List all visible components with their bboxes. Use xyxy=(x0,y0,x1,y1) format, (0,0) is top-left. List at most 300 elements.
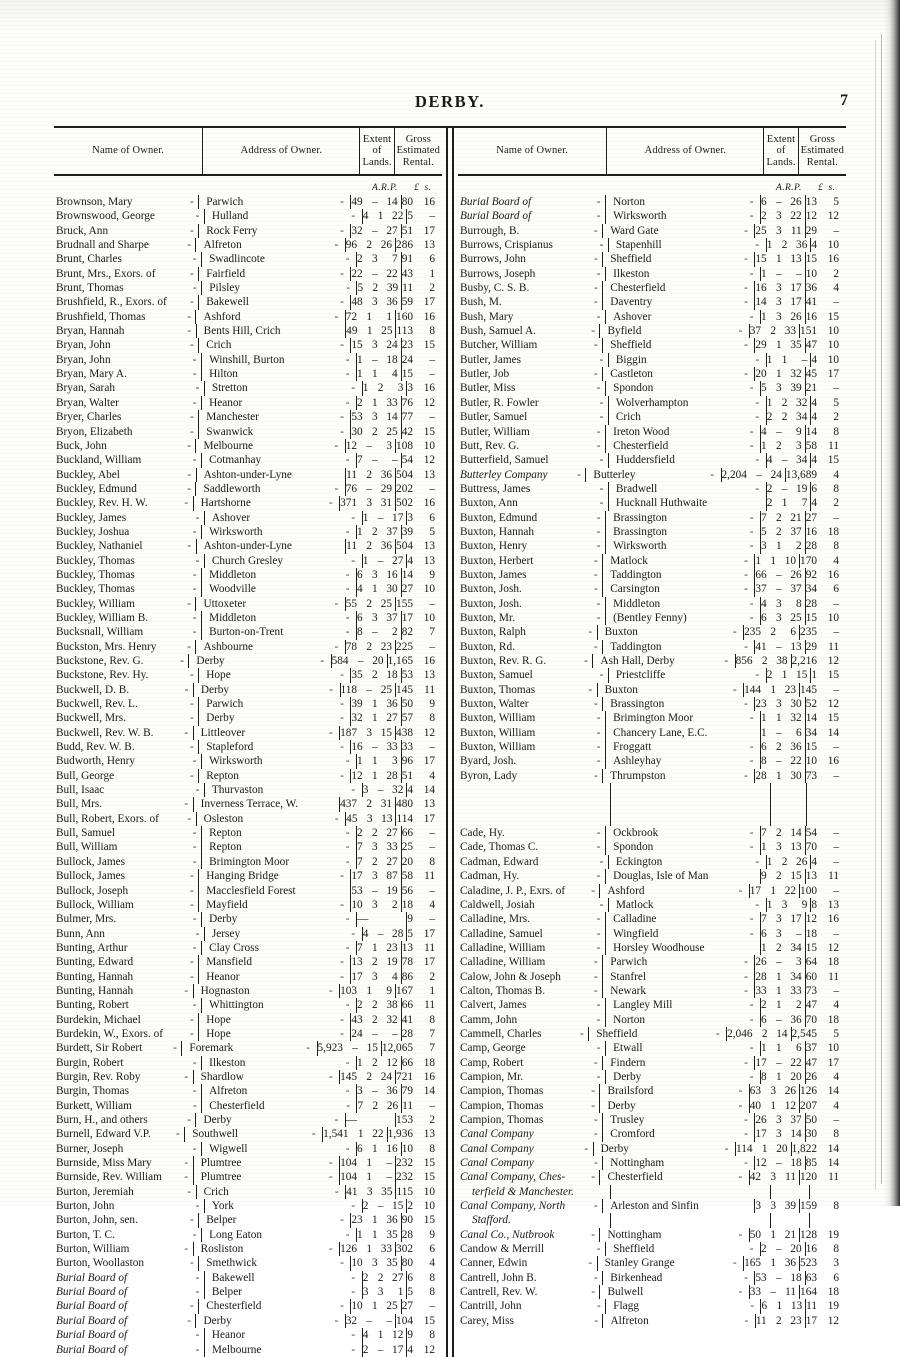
name-leader-dash: - xyxy=(192,454,198,467)
extent-perches: 30 xyxy=(790,698,802,711)
extent-of-lands-cell xyxy=(340,683,396,697)
extent-roods: 3 xyxy=(372,970,378,983)
extent-roods: 2 xyxy=(776,1314,782,1327)
extent-perches: 14 xyxy=(386,411,398,424)
extent-perches: 18 xyxy=(386,353,398,366)
owner-address-cell xyxy=(605,1242,760,1256)
address-leader-dash: - xyxy=(328,984,334,997)
table-row xyxy=(458,625,846,639)
owner-name-cell xyxy=(458,769,602,783)
extent-acres: 41 xyxy=(755,640,767,653)
rental-shillings: – xyxy=(833,511,839,524)
owner-name: Buxton, Mr. xyxy=(460,611,515,624)
owner-name: Buckley, Rev. H. W. xyxy=(56,497,148,510)
rental-shillings: – xyxy=(833,841,839,854)
owner-name-cell xyxy=(458,840,605,854)
rental-pounds: 70 xyxy=(805,841,817,854)
rental-pounds: 12 xyxy=(805,913,817,926)
extent-of-lands-cell xyxy=(726,1027,790,1041)
extent-perches: 3 xyxy=(796,439,802,452)
extent-of-lands-cell xyxy=(754,1113,804,1127)
owner-address: Ashton-under-Lyne xyxy=(203,540,292,553)
rental-pounds: 33 xyxy=(401,741,413,754)
extent-perches: 15 xyxy=(380,726,393,739)
rental-shillings: 11 xyxy=(828,870,839,883)
gross-estimated-rental-cell xyxy=(810,353,846,367)
table-row xyxy=(54,1213,442,1227)
owner-address: Castleton xyxy=(610,368,653,381)
address-leader-dash: - xyxy=(749,425,755,438)
owner-address-cell xyxy=(198,668,350,682)
gross-estimated-rental-cell xyxy=(805,611,846,625)
extent-perches: 15 xyxy=(392,1200,404,1213)
rental-pounds: 54 xyxy=(805,827,817,840)
name-leader-dash: - xyxy=(189,1013,195,1026)
extent-perches: 35 xyxy=(386,1257,398,1270)
rental-pounds: 47 xyxy=(805,999,817,1012)
extent-roods: – xyxy=(781,454,788,467)
extent-perches: 36 xyxy=(790,741,802,754)
extent-roods: 3 xyxy=(372,568,378,581)
extent-of-lands-cell xyxy=(754,1199,799,1213)
owner-address: Wirksworth xyxy=(613,210,667,223)
extent-acres: 53 xyxy=(351,411,363,424)
table-row xyxy=(54,410,442,424)
address-leader-dash: - xyxy=(744,640,749,653)
extent-of-lands-cell xyxy=(356,625,401,639)
rental-shillings: – xyxy=(833,1114,839,1126)
rental-pounds: 10 xyxy=(401,1142,413,1155)
owner-name-cell xyxy=(54,1170,193,1184)
name-leader-dash: - xyxy=(596,1013,602,1026)
rental-pounds: 11 xyxy=(402,1099,413,1112)
owner-name: Calvert, James xyxy=(460,999,527,1012)
gross-estimated-rental-cell xyxy=(401,281,442,295)
header-rental-line1-right: Gross xyxy=(809,133,835,145)
name-leader-dash: - xyxy=(195,927,200,940)
rental-pounds: 286 xyxy=(396,239,413,252)
table-row xyxy=(458,1271,846,1285)
rental-pounds: 232 xyxy=(396,1171,413,1184)
owner-name-cell xyxy=(458,209,605,223)
rental-shillings: 4 xyxy=(833,282,839,295)
rental-shillings: 10 xyxy=(423,1185,435,1198)
extent-of-lands-cell xyxy=(754,281,804,295)
owner-address-cell xyxy=(201,941,356,955)
owner-address: Matlock xyxy=(615,898,654,911)
owner-address-cell xyxy=(196,468,346,482)
address-leader-dash: - xyxy=(340,1300,345,1313)
extent-perches: 39 xyxy=(386,282,399,295)
extent-of-lands-cell xyxy=(356,1228,401,1242)
owner-address: Middleton xyxy=(613,597,661,610)
owner-name-cell xyxy=(54,726,193,740)
extent-of-lands-cell xyxy=(339,797,395,811)
extent-perches xyxy=(786,1185,806,1199)
owner-name-cell xyxy=(458,1170,599,1184)
extent-acres: 55 xyxy=(345,597,358,610)
owner-name-cell xyxy=(54,912,201,926)
owner-name-cell xyxy=(458,1127,602,1141)
extent-acres: 1 xyxy=(357,1228,363,1241)
extent-of-lands-cell xyxy=(345,310,395,324)
address-leader-dash: - xyxy=(744,368,749,381)
owner-address-cell xyxy=(605,381,760,395)
unit-acres: A. xyxy=(372,183,381,193)
table-row xyxy=(54,927,442,941)
name-leader-dash: - xyxy=(184,984,189,997)
owner-address-cell xyxy=(602,1156,754,1170)
name-leader-dash: - xyxy=(192,999,198,1012)
table-row xyxy=(54,955,442,969)
owner-name-cell xyxy=(458,683,597,697)
extent-of-lands-cell xyxy=(362,1328,407,1342)
name-leader-dash: - xyxy=(596,870,602,883)
extent-roods: 1 xyxy=(366,1243,373,1256)
table-row xyxy=(54,1099,442,1113)
extent-acres: 6 xyxy=(761,1300,768,1313)
extent-acres: 16 xyxy=(351,741,363,754)
owner-address: Mansfield xyxy=(206,956,253,969)
gross-estimated-rental-cell xyxy=(395,324,442,338)
header-address-of-owner: Address of Owner. xyxy=(203,128,360,174)
owner-address: Butterley xyxy=(593,468,636,481)
extent-perches: 13 xyxy=(381,812,393,825)
extent-of-lands-cell xyxy=(345,439,395,453)
gross-estimated-rental-cell xyxy=(401,1256,442,1270)
owner-name: Bryon, Elizabeth xyxy=(56,425,133,438)
gross-estimated-rental-cell xyxy=(395,496,442,510)
table-row xyxy=(54,1343,442,1357)
owner-address: Sheffield xyxy=(610,253,652,266)
owner-address: Heanor xyxy=(211,1329,246,1342)
extent-perches: 25 xyxy=(380,683,393,696)
gross-estimated-rental-cell xyxy=(401,668,442,682)
extent-of-lands-cell xyxy=(345,324,395,338)
owner-name-cell xyxy=(54,1041,181,1055)
extent-acres: 32 xyxy=(351,712,363,725)
gross-estimated-rental-cell xyxy=(406,1328,442,1342)
name-leader-dash: - xyxy=(579,1027,585,1040)
owner-name-cell xyxy=(458,711,605,725)
owner-address-cell xyxy=(608,855,766,869)
rental-pounds: 115 xyxy=(396,1185,413,1198)
extent-roods: 1 xyxy=(372,1300,378,1313)
owner-name: Burdett, Sir Robert xyxy=(56,1042,143,1055)
extent-roods: 3 xyxy=(781,898,788,911)
rental-pounds: 45 xyxy=(805,368,817,381)
gross-estimated-rental-cell xyxy=(809,1185,846,1199)
rental-pounds: 90 xyxy=(401,1214,413,1227)
extent-perches: 32 xyxy=(790,368,802,381)
rental-shillings: 2 xyxy=(429,970,435,983)
owner-address: Ireton Wood xyxy=(613,425,670,438)
owner-name-cell xyxy=(458,267,605,281)
owner-address-cell xyxy=(602,970,754,984)
extent-of-lands-cell xyxy=(721,468,785,482)
extent-of-lands-cell xyxy=(754,955,804,969)
owner-name: Butler, Miss xyxy=(460,382,516,395)
owner-address-cell xyxy=(195,597,344,611)
name-leader-dash: - xyxy=(192,941,198,954)
gross-estimated-rental-cell xyxy=(401,826,442,840)
owner-address: Froggatt xyxy=(613,741,652,754)
rental-shillings: 14 xyxy=(827,1142,839,1155)
rental-pounds: 5 xyxy=(407,1286,413,1299)
owner-name-cell xyxy=(54,683,193,697)
owner-name: Brushfield, R., Exors. of xyxy=(56,296,167,309)
extent-acres: 33 xyxy=(749,1286,762,1299)
extent-acres: 2 xyxy=(357,396,363,409)
rental-shillings: 16 xyxy=(423,310,435,323)
owner-name-cell xyxy=(458,970,602,984)
extent-of-lands-cell xyxy=(350,295,400,309)
extent-roods: 1 xyxy=(776,253,782,266)
owner-address: Ashover xyxy=(211,511,251,524)
address-leader-dash: - xyxy=(744,956,749,969)
extent-perches: 3 xyxy=(796,956,802,969)
rental-shillings: 10 xyxy=(827,325,839,338)
rental-pounds: 2,216 xyxy=(791,655,817,667)
owner-address: Macclesfield Forest xyxy=(206,884,296,897)
extent-roods: – xyxy=(776,425,782,438)
unit-perches-right: P. xyxy=(793,183,802,193)
address-leader-dash: - xyxy=(749,310,755,323)
owner-name: Canal Company xyxy=(460,1128,534,1141)
extent-of-lands-cell xyxy=(754,554,799,568)
extent-of-lands-cell xyxy=(350,711,400,725)
owner-address: Brimington Moor xyxy=(613,712,694,725)
table-row xyxy=(54,1242,442,1256)
owner-name: Buxton, Edmund xyxy=(460,511,538,524)
owner-name-cell xyxy=(54,568,201,582)
owner-name: Calladine, William xyxy=(460,956,546,969)
rental-shillings: 15 xyxy=(827,712,839,725)
owner-name-cell xyxy=(458,625,597,639)
owner-address: Ilkeston xyxy=(613,267,650,280)
rental-shillings: 11 xyxy=(424,870,435,883)
rental-pounds: 6 xyxy=(811,482,817,495)
extent-perches: 11 xyxy=(790,224,802,237)
owner-name: Budworth, Henry xyxy=(56,755,136,768)
gross-estimated-rental-cell xyxy=(395,1170,442,1184)
rental-shillings: 4 xyxy=(833,1099,839,1112)
extent-acres: 2 xyxy=(362,1200,369,1213)
rental-pounds: 96 xyxy=(401,755,413,768)
owner-name: Buxton, Rd. xyxy=(460,640,515,653)
name-leader-dash: - xyxy=(599,396,604,409)
extent-of-lands-cell xyxy=(760,740,805,754)
owner-name-cell xyxy=(54,1242,193,1256)
owner-name-cell xyxy=(54,840,201,854)
extent-perches: – xyxy=(392,1027,398,1040)
extent-of-lands-cell xyxy=(754,640,804,654)
extent-of-lands-cell xyxy=(362,554,407,568)
owner-name: Burton, Woollaston xyxy=(56,1257,145,1270)
owner-address: Langley Mill xyxy=(613,999,673,1012)
owner-name-cell xyxy=(458,1242,605,1256)
extent-perches: 12 xyxy=(386,1056,398,1069)
owner-address-cell xyxy=(605,310,760,324)
owner-address-cell xyxy=(198,955,350,969)
owner-address: Chancery Lane, E.C. xyxy=(613,726,708,739)
owner-address: Uttoxeter xyxy=(203,597,247,610)
extent-acres: 7 xyxy=(761,827,767,840)
rental-shillings: 17 xyxy=(423,224,435,237)
table-row xyxy=(54,826,442,840)
owner-name-cell xyxy=(458,597,605,611)
owner-name-cell xyxy=(54,1013,198,1027)
table-row xyxy=(458,726,846,740)
rental-pounds: 50 xyxy=(401,698,413,711)
address-leader-dash: - xyxy=(340,267,345,280)
rental-pounds: 302 xyxy=(396,1243,413,1256)
owner-address: Heanor xyxy=(209,396,243,409)
gross-estimated-rental-cell xyxy=(395,640,442,654)
owner-address-cell xyxy=(201,1084,356,1098)
address-leader-dash: - xyxy=(345,841,351,854)
gross-estimated-rental-cell xyxy=(401,855,442,869)
rental-shillings: 8 xyxy=(833,1128,839,1141)
address-leader-dash: - xyxy=(340,296,345,309)
owner-address-cell xyxy=(204,783,362,797)
extent-roods: 3 xyxy=(776,1114,782,1126)
rental-shillings: 14 xyxy=(423,784,435,797)
extent-of-lands-cell xyxy=(766,855,811,869)
extent-perches: 23 xyxy=(380,640,393,653)
rental-shillings: 8 xyxy=(833,425,839,438)
extent-roods: 1 xyxy=(776,1070,782,1083)
name-leader-dash: - xyxy=(189,296,195,309)
table-row xyxy=(54,310,442,324)
name-leader-dash: - xyxy=(189,196,195,208)
extent-of-lands-cell xyxy=(362,927,407,941)
rental-pounds: 721 xyxy=(396,1070,413,1083)
table-row xyxy=(458,453,846,467)
rental-pounds: 145 xyxy=(800,683,817,696)
rental-shillings: 13 xyxy=(423,540,435,553)
owner-name-cell xyxy=(458,726,605,740)
address-leader-dash: - xyxy=(340,769,345,782)
owner-name-cell xyxy=(458,1256,597,1270)
table-row xyxy=(458,582,846,596)
rental-shillings: 3 xyxy=(833,1257,839,1270)
owner-name-cell xyxy=(458,439,605,453)
owner-address-cell xyxy=(193,683,340,697)
extent-perches: 32 xyxy=(796,396,808,409)
owner-name-cell xyxy=(54,711,198,725)
rental-shillings: – xyxy=(833,626,839,639)
owner-name: Bryan, Sarah xyxy=(56,382,115,395)
gross-estimated-rental-cell xyxy=(401,582,442,596)
gross-estimated-rental-cell xyxy=(401,611,442,625)
extent-perches: 15 xyxy=(366,1042,378,1055)
extent-roods: 3 xyxy=(776,698,782,711)
owner-name-cell xyxy=(458,1113,602,1127)
owner-address: Stapenhill xyxy=(615,239,662,252)
owner-address: Wigwell xyxy=(209,1142,248,1155)
owner-name-cell xyxy=(458,525,605,539)
address-leader-dash: - xyxy=(744,769,749,782)
rental-shillings: 7 xyxy=(429,1027,435,1040)
extent-of-lands-cell xyxy=(754,984,804,998)
extent-roods: 2 xyxy=(372,1056,378,1069)
owner-name: Byron, Lady xyxy=(460,769,518,782)
name-leader-dash: - xyxy=(593,583,599,596)
extent-perches: 35 xyxy=(386,1228,398,1241)
left-column-headers xyxy=(54,128,442,176)
owner-name-cell xyxy=(54,281,201,295)
owner-name: Burrows, Crispianus xyxy=(460,239,553,252)
gross-estimated-rental-cell xyxy=(805,970,846,984)
owner-address-cell xyxy=(608,453,766,467)
extent-roods: – xyxy=(781,482,788,495)
owner-name-cell xyxy=(458,425,605,439)
extent-roods: – xyxy=(776,267,782,280)
extent-of-lands-cell xyxy=(766,453,811,467)
gross-estimated-rental-cell xyxy=(805,1056,846,1070)
owner-name-cell xyxy=(54,1299,198,1313)
address-leader-dash: - xyxy=(749,1013,755,1026)
table-row xyxy=(458,554,846,568)
extent-of-lands-cell xyxy=(350,1213,400,1227)
table-row xyxy=(458,797,846,811)
name-leader-dash: - xyxy=(593,253,599,266)
owner-address-cell xyxy=(605,209,760,223)
owner-name-cell xyxy=(458,927,605,941)
owner-name: Bullock, James xyxy=(56,855,126,868)
rental-shillings: 13 xyxy=(423,554,435,567)
owner-name: Buckley, William xyxy=(56,597,135,610)
rental-pounds: 504 xyxy=(396,468,413,481)
rental-pounds: 2,545 xyxy=(791,1027,817,1040)
extent-of-lands-cell xyxy=(760,826,805,840)
owner-address: Derby xyxy=(607,1099,636,1112)
gross-estimated-rental-cell xyxy=(805,281,846,295)
address-leader-dash: - xyxy=(340,956,345,969)
name-leader-dash: - xyxy=(189,669,195,682)
table-row xyxy=(458,955,846,969)
owner-address: Crich xyxy=(206,339,232,352)
name-leader-dash: - xyxy=(184,1171,189,1184)
extent-roods: 1 xyxy=(366,310,373,323)
extent-perches: 32 xyxy=(392,784,404,797)
owner-address-cell xyxy=(198,338,350,352)
owner-address: Bakewell xyxy=(211,1271,255,1284)
gross-estimated-rental-cell xyxy=(401,367,442,381)
table-row xyxy=(54,568,442,582)
table-row xyxy=(458,468,846,482)
owner-address-cell xyxy=(198,1256,350,1270)
extent-acres: 1 xyxy=(761,841,767,854)
extent-perches xyxy=(383,912,403,926)
table-row xyxy=(54,1299,442,1313)
table-row xyxy=(458,754,846,768)
rental-pounds: 86 xyxy=(401,970,413,983)
owner-name-cell xyxy=(54,1027,198,1041)
owner-name-cell xyxy=(54,625,201,639)
rental-shillings: 2 xyxy=(833,411,839,424)
owner-name-cell xyxy=(54,597,195,611)
extent-acres: 12 xyxy=(351,769,363,782)
extent-acres: 104 xyxy=(340,1157,358,1170)
gross-estimated-rental-cell xyxy=(805,525,846,539)
name-leader-dash: - xyxy=(591,1286,596,1299)
extent-roods: – xyxy=(372,741,378,754)
extent-perches: 33 xyxy=(386,841,398,854)
address-leader-dash: - xyxy=(340,669,345,682)
owner-address-cell xyxy=(193,797,339,811)
